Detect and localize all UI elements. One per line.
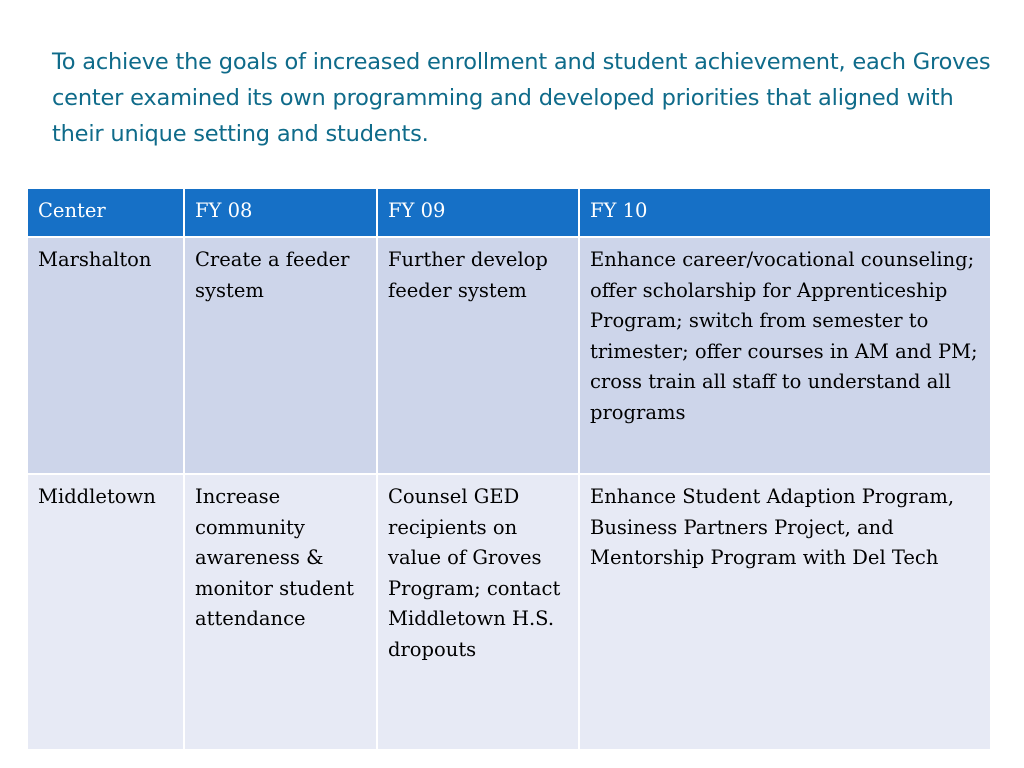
header-fy08: FY 08 bbox=[184, 188, 377, 237]
cell-center: Marshalton bbox=[27, 237, 184, 474]
priorities-table bbox=[26, 187, 992, 751]
cell-fy10: Enhance Student Adaption Program, Business Partners Project, and Mentorship Program with Del Tech bbox=[579, 474, 991, 750]
cell-fy10: Enhance career/vocational counseling; offer scholarship for Apprenticeship Program; switch from semester to trimester; offer courses in AM and PM; cross train all staff to understand all programs bbox=[579, 237, 991, 474]
table-row bbox=[27, 237, 991, 474]
table-row bbox=[27, 474, 991, 750]
cell-fy09: Further develop feeder system bbox=[377, 237, 579, 474]
table-header-row bbox=[27, 188, 991, 237]
intro-text: To achieve the goals of increased enrollment and student achievement, each Groves center examined its own programming and developed priorities that aligned with their unique setting and students. bbox=[52, 49, 991, 147]
header-fy09: FY 09 bbox=[377, 188, 579, 237]
cell-fy09: Counsel GED recipients on value of Groves Program; contact Middletown H.S. dropouts bbox=[377, 474, 579, 750]
header-fy10: FY 10 bbox=[579, 188, 991, 237]
cell-fy08: Create a feeder system bbox=[184, 237, 377, 474]
cell-center: Middletown bbox=[27, 474, 184, 750]
cell-fy08: Increase community awareness & monitor student attendance bbox=[184, 474, 377, 750]
header-center: Center bbox=[27, 188, 184, 237]
